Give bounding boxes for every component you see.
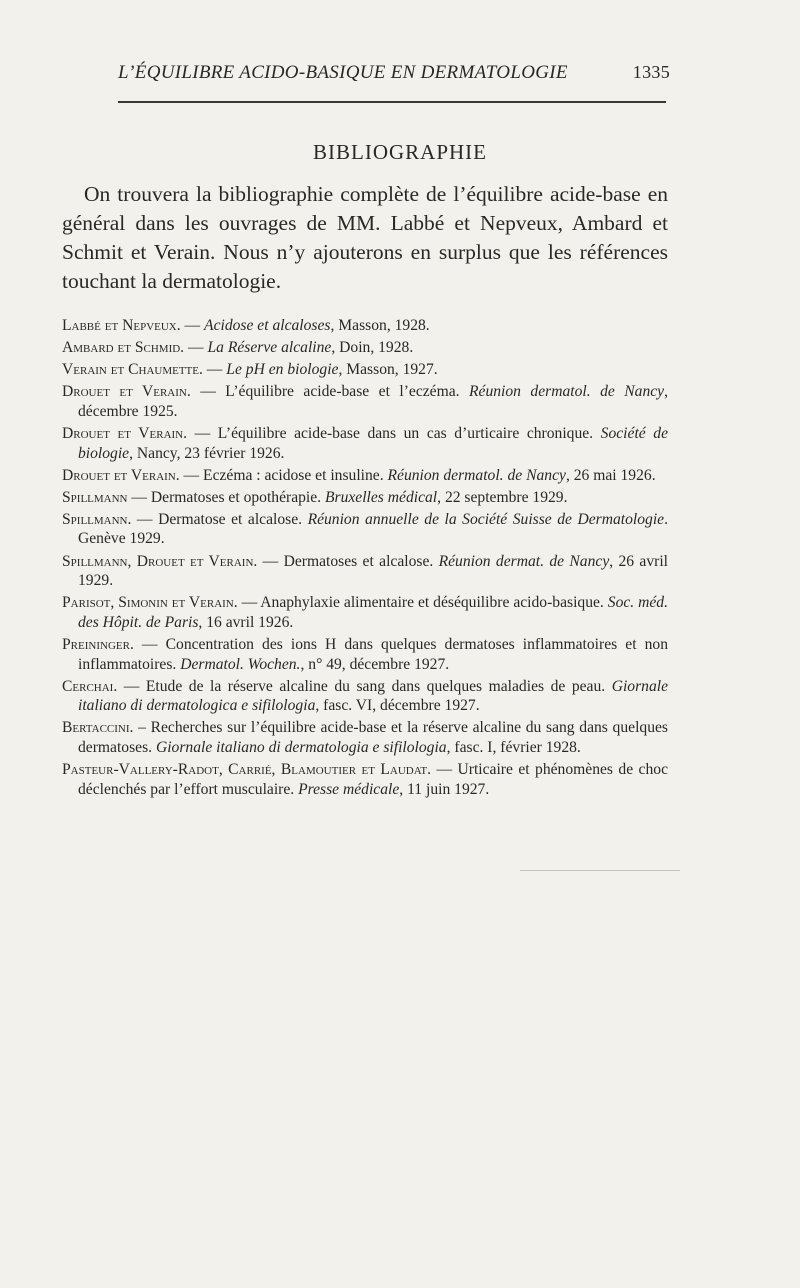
reference-entry	[62, 316, 668, 336]
reference-details: , 26 avril 1929.	[78, 552, 669, 590]
reference-source: Dermatol. Wochen.	[180, 655, 301, 673]
reference-source: Réunion annuelle de la Société Suisse de Dermatologie	[307, 510, 665, 528]
reference-details: , 11 juin 1927.	[399, 780, 490, 798]
reference-article-title: Eczéma : acidose et insuline.	[203, 466, 388, 484]
reference-separator: —	[133, 635, 166, 653]
reference-article-title: Dermatoses et opothérapie.	[150, 488, 325, 506]
reference-separator: —	[190, 383, 226, 401]
reference-separator: —	[431, 760, 458, 778]
reference-entry	[62, 338, 668, 358]
reference-separator: —	[179, 466, 204, 484]
reference-details: , fasc. VI, décembre 1927.	[315, 697, 480, 715]
page-number: 1335	[632, 62, 670, 82]
reference-authors: Cerchai.	[62, 677, 118, 695]
reference-entry	[62, 510, 668, 549]
reference-article-title: Dermatoses et alcalose.	[283, 552, 439, 570]
reference-authors: Drouet et Verain.	[62, 383, 191, 401]
reference-details: , Masson, 1928.	[330, 317, 430, 334]
reference-source: Bruxelles médical	[324, 488, 438, 506]
running-title: L’ÉQUILIBRE ACIDO-BASIQUE EN DERMATOLOGIE	[118, 62, 568, 83]
bleed-through-rule	[520, 870, 680, 871]
reference-separator: —	[257, 552, 284, 570]
reference-details: , Doin, 1928.	[331, 339, 414, 357]
reference-source: Giornale italiano di dermatologia e sifilologia	[155, 738, 447, 756]
reference-authors: Drouet et Verain.	[62, 424, 188, 442]
reference-details: . Genève 1929.	[78, 510, 669, 548]
reference-entry	[62, 466, 668, 486]
reference-source: Réunion dermatol. de Nancy	[469, 383, 665, 401]
reference-entry	[62, 593, 668, 632]
reference-separator: —	[180, 317, 205, 334]
reference-entry	[62, 677, 668, 716]
reference-entry	[62, 360, 668, 380]
reference-authors: Verain et Chaumette.	[62, 361, 203, 379]
reference-article-title: Anaphylaxie alimentaire et déséquilibre acido-basique.	[260, 594, 608, 612]
reference-details: , Masson, 1927.	[338, 361, 438, 379]
reference-separator: –	[133, 719, 151, 737]
reference-separator: —	[131, 510, 159, 528]
reference-details: , n° 49, décembre 1927.	[300, 655, 450, 673]
reference-authors: Parisot, Simonin et Verain.	[62, 594, 238, 612]
reference-entry	[62, 718, 668, 757]
reference-entry	[62, 552, 668, 591]
reference-separator: —	[127, 488, 151, 506]
reference-article-title: L’équilibre acide-base dans un cas d’urticaire chronique.	[217, 424, 601, 442]
reference-source: Acidose et alcaloses	[204, 317, 331, 334]
reference-authors: Pasteur-Vallery-Radot, Carrié, Blamoutier et Laudat.	[62, 760, 432, 778]
reference-article-title: L’équilibre acide-base et l’eczéma.	[225, 383, 469, 401]
reference-entry	[62, 424, 668, 463]
reference-authors: Drouet et Verain.	[62, 466, 180, 484]
reference-details: , décembre 1925.	[78, 383, 668, 420]
reference-separator: —	[184, 339, 208, 357]
reference-entry	[62, 760, 668, 799]
reference-separator: —	[237, 594, 261, 612]
reference-separator: —	[117, 677, 146, 695]
reference-source: Soc. méd. des Hôpit. de Paris	[78, 594, 668, 631]
reference-source: Réunion dermatol. de Nancy	[387, 466, 566, 484]
reference-source: Giornale italiano di dermatologica e sifilologia	[78, 677, 668, 715]
reference-article-title: Concentration des ions H dans quelques dermatoses inflammatoires et non inflammatoires.	[78, 635, 669, 673]
reference-separator: —	[187, 424, 218, 442]
reference-source: Société de biologie	[78, 424, 668, 462]
reference-source: Le pH en biologie	[226, 361, 339, 379]
reference-entry	[62, 488, 668, 508]
reference-article-title: Urticaire et phénomènes de choc déclenchés par l’effort musculaire.	[78, 760, 668, 798]
reference-authors: Spillmann, Drouet et Verain.	[62, 552, 258, 570]
reference-authors: Spillmann	[62, 488, 128, 506]
intro-paragraph: On trouvera la bibliographie complète de l’équilibre acide-base en général dans les ouvrages de MM. Labbé et Nepveux, Ambard et Schmit et Verain. Nous n’y ajouterons en surplus que les références touchant la dermatologie.	[62, 182, 668, 293]
reference-details: , fasc. I, février 1928.	[446, 738, 581, 756]
reference-source: Réunion dermat. de Nancy	[438, 552, 610, 570]
reference-source: Presse médicale	[298, 780, 400, 798]
reference-details: , 16 avril 1926.	[198, 613, 294, 631]
reference-source: La Réserve alcaline	[207, 339, 332, 357]
reference-details: , 22 septembre 1929.	[437, 488, 568, 506]
reference-authors: Preininger.	[62, 635, 134, 653]
reference-list	[62, 316, 668, 802]
section-title: BIBLIOGRAPHIE	[313, 140, 487, 164]
reference-article-title: Recherches sur l’équilibre acide-base et la réserve alcaline du sang dans quelques dermatoses.	[78, 719, 668, 756]
running-head	[118, 62, 670, 84]
reference-authors: Ambard et Schmid.	[62, 339, 185, 357]
reference-authors: Spillmann.	[62, 510, 132, 528]
reference-entry	[62, 382, 668, 421]
reference-authors: Labbé et Nepveux.	[62, 317, 181, 334]
reference-authors: Bertaccini.	[62, 719, 134, 737]
reference-article-title: Dermatose et alcalose.	[158, 510, 308, 528]
reference-details: , Nancy, 23 février 1926.	[129, 444, 285, 462]
reference-separator: —	[202, 361, 227, 379]
header-rule	[118, 101, 666, 103]
reference-entry	[62, 635, 668, 674]
reference-details: , 26 mai 1926.	[565, 466, 656, 484]
reference-article-title: Etude de la réserve alcaline du sang dans quelques maladies de peau.	[145, 677, 612, 695]
